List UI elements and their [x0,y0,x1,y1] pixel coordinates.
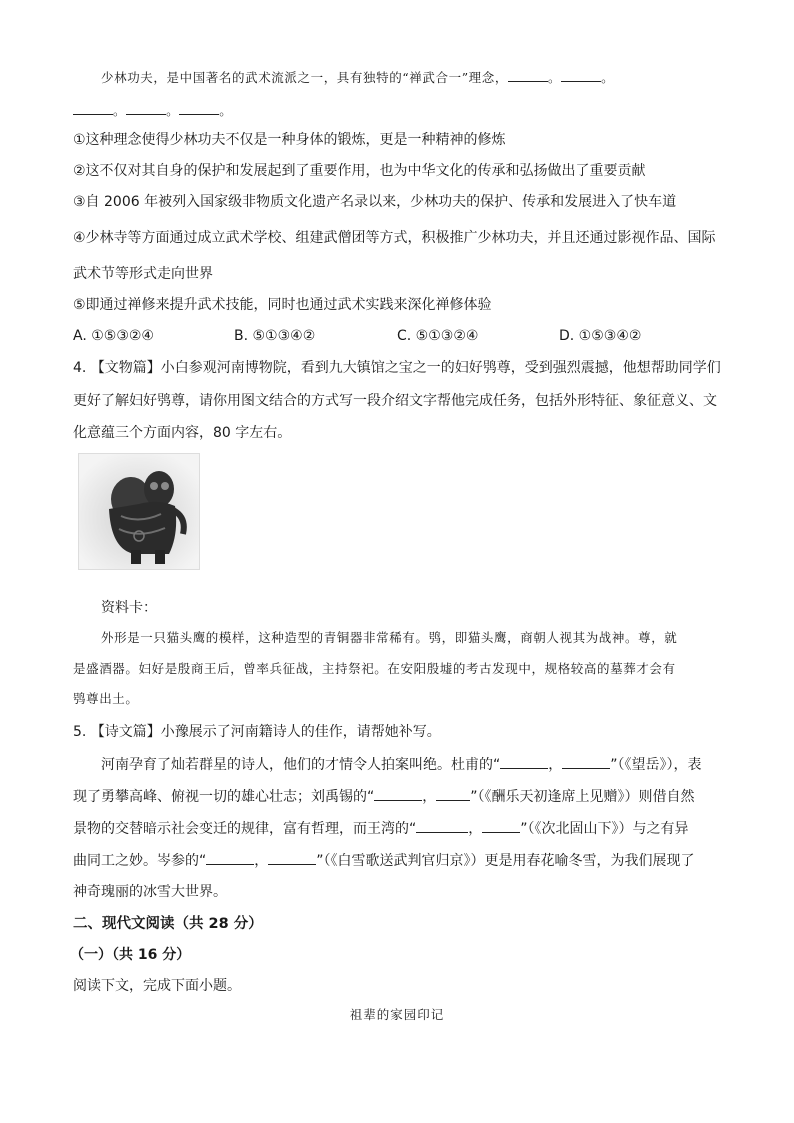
poem-blank[interactable] [206,850,254,865]
comma: ， [254,853,269,869]
section-heading: 二、现代文阅读（共 28 分） [73,916,263,932]
q3-intro: 少林功夫，是中国著名的武术流派之一，具有独特的“禅武合一”理念， [101,70,508,85]
reading-instruction: 阅读下文，完成下面小题。 [73,978,241,994]
poem-blank[interactable] [482,818,520,833]
option-b[interactable]: B. ⑤①③④② [234,328,316,344]
info-card-line-3: 鸮尊出土。 [73,691,139,706]
comma: ， [468,821,483,837]
q5-header: 5. 【诗文篇】小豫展示了河南籍诗人的佳作，请帮她补写。 [73,724,441,740]
q5-text: 现了勇攀高峰、俯视一切的雄心壮志；刘禹锡的“ [73,789,375,805]
q3-item-1: ①这种理念使得少林功夫不仅是一种身体的锻炼，更是一种精神的修炼 [73,132,506,148]
poem-blank[interactable] [500,754,548,769]
option-d[interactable]: D. ①⑤③④② [559,328,642,344]
answer-blank[interactable] [561,67,601,82]
q5-text: ”（《白雪歌送武判官归京》）更是用春花喻冬雪，为我们展现了 [316,853,695,869]
poem-blank[interactable] [416,818,468,833]
answer-blank[interactable] [73,100,113,115]
comma: ， [422,789,437,805]
answer-blank[interactable] [126,100,166,115]
q4-line-2: 更好了解妇好鸮尊，请你用图文结合的方式写一段介绍文字帮他完成任务，包括外形特征、象征意义、文 [73,393,717,409]
q5-paragraph-line-5: 神奇瑰丽的冰雪大世界。 [73,884,227,900]
q3-item-4: ④少林寺等方面通过成立武术学校、组建武僧团等方式，积极推广少林功夫，并且还通过影视作品、国际 [73,230,716,246]
q4-line-1: 4. 【文物篇】小白参观河南博物院，看到九大镇馆之宝之一的妇好鸮尊，受到强烈震撼，他想帮助同学们 [73,360,721,376]
q5-text: 曲同工之妙。岑参的“ [73,853,207,869]
q3-blanks-line: 。 。 。 [73,100,232,121]
option-c[interactable]: C. ⑤①③②④ [397,328,479,344]
q4-line-3: 化意蕴三个方面内容，80 字左右。 [73,425,292,441]
poem-blank[interactable] [374,786,422,801]
q5-text: ”（《望岳》），表 [610,757,702,773]
owl-zun-photo [78,453,200,570]
option-a[interactable]: A. ①⑤③②④ [73,328,154,344]
q5-text: ”（《酬乐天初逢席上见赠》）则借自然 [470,789,695,805]
answer-blank[interactable] [508,67,548,82]
q5-text: ”（《次北固山下》）与之有异 [520,821,689,837]
q3-item-2: ②这不仅对其自身的保护和发展起到了重要作用，也为中华文化的传承和弘扬做出了重要贡献 [73,163,646,179]
q5-text: 景物的交替暗示社会变迁的规律，富有哲理，而王湾的“ [73,821,417,837]
q5-paragraph-line-3 [73,818,689,839]
comma: ， [548,757,563,773]
q5-paragraph-line-1 [101,754,702,775]
q5-paragraph-line-4 [73,850,695,871]
poem-blank[interactable] [436,786,470,801]
poem-blank[interactable] [268,850,316,865]
q3-item-3: ③自 2006 年被列入国家级非物质文化遗产名录以来，少林功夫的保护、传承和发展进入了快车道 [73,194,677,210]
info-card-line-2: 是盛酒器。妇好是殷商王后，曾率兵征战，主持祭祀。在安阳殷墟的考古发现中，规格较高的墓葬才会有 [73,661,676,676]
poem-blank[interactable] [562,754,610,769]
info-card-label: 资料卡： [101,600,157,616]
owl-zun-image [79,454,199,569]
q5-paragraph-line-2 [73,786,695,807]
subsection-heading: （一）（共 16 分） [70,947,191,963]
q3-item-4-cont: 武术节等形式走向世界 [73,266,213,282]
q3-intro-line: 少林功夫，是中国著名的武术流派之一，具有独特的“禅武合一”理念， 。 。 [101,67,614,88]
q3-item-5: ⑤即通过禅修来提升武术技能，同时也通过武术实践来深化禅修体验 [73,297,492,313]
article-title: 祖辈的家园印记 [349,1007,445,1022]
q5-text: 河南孕育了灿若群星的诗人，他们的才情令人拍案叫绝。杜甫的“ [101,757,501,773]
answer-blank[interactable] [179,100,219,115]
info-card-line-1: 外形是一只猫头鹰的模样，这种造型的青铜器非常稀有。鸮，即猫头鹰，商朝人视其为战神。尊，就 [101,630,678,645]
